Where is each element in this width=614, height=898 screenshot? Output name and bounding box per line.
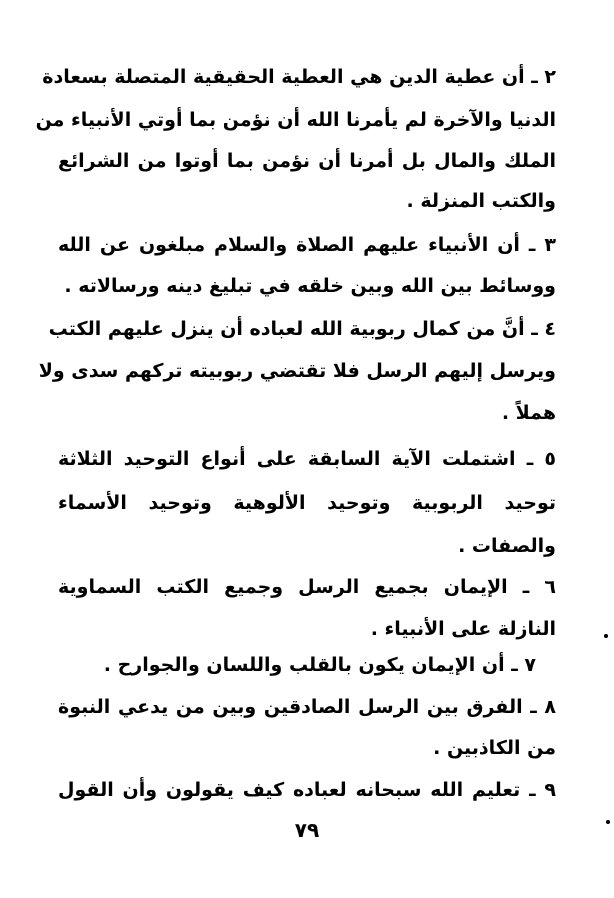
scan-speck bbox=[606, 820, 610, 824]
item-8-line-2: من الكاذبين . bbox=[433, 737, 556, 759]
item-5-line-2: توحيد الربوبية وتوحيد الألوهية وتوحيد الأسماء bbox=[58, 492, 556, 514]
item-2-line-2: الدنيا والآخرة لم يأمرنا الله أن نؤمن بما أوتي الأنبياء من bbox=[35, 109, 556, 131]
page-number: ٧٩ bbox=[294, 818, 320, 842]
item-4-line-2: ويرسل إليهم الرسل فلا تقتضي ربوبيته تركهم سدى ولا bbox=[38, 360, 556, 382]
scan-speck bbox=[604, 634, 608, 638]
item-6-line-2: النازلة على الأنبياء . bbox=[370, 618, 556, 640]
item-2-line-3: الملك والمال بل أمرنا أن نؤمن بما أوتوا من الشرائع bbox=[58, 150, 556, 172]
item-3-line-2: ووسائط بين الله وبين خلقه في تبليغ دينه ورسالاته . bbox=[64, 275, 556, 297]
item-6-line-1: ٦ ـ الإيمان بجميع الرسل وجميع الكتب السماوية bbox=[58, 576, 556, 598]
item-9-line-1: ٩ ـ تعليم الله سبحانه لعباده كيف يقولون وأن القول bbox=[58, 779, 556, 801]
item-2-line-1: ٢ ـ أن عطية الدين هي العطية الحقيقية المتصلة بسعادة bbox=[42, 66, 556, 88]
item-4-line-1: ٤ ـ أنَّ من كمال ربوبية الله لعباده أن ينزل عليهم الكتب bbox=[48, 318, 556, 340]
item-7-line-1: ٧ ـ أن الإيمان يكون بالقلب واللسان والجوارح . bbox=[103, 654, 536, 676]
item-4-line-3: هملاً . bbox=[501, 402, 556, 424]
item-5-line-3: والصفات . bbox=[458, 535, 556, 557]
item-5-line-1: ٥ ـ اشتملت الآية السابقة على أنواع التوحيد الثلاثة bbox=[58, 448, 556, 470]
item-8-line-1: ٨ ـ الفرق بين الرسل الصادقين وبين من يدعي النبوة bbox=[58, 696, 556, 718]
item-2-line-4: والكتب المنزلة . bbox=[406, 190, 556, 212]
item-3-line-1: ٣ ـ أن الأنبياء عليهم الصلاة والسلام مبلغون عن الله bbox=[58, 234, 556, 256]
